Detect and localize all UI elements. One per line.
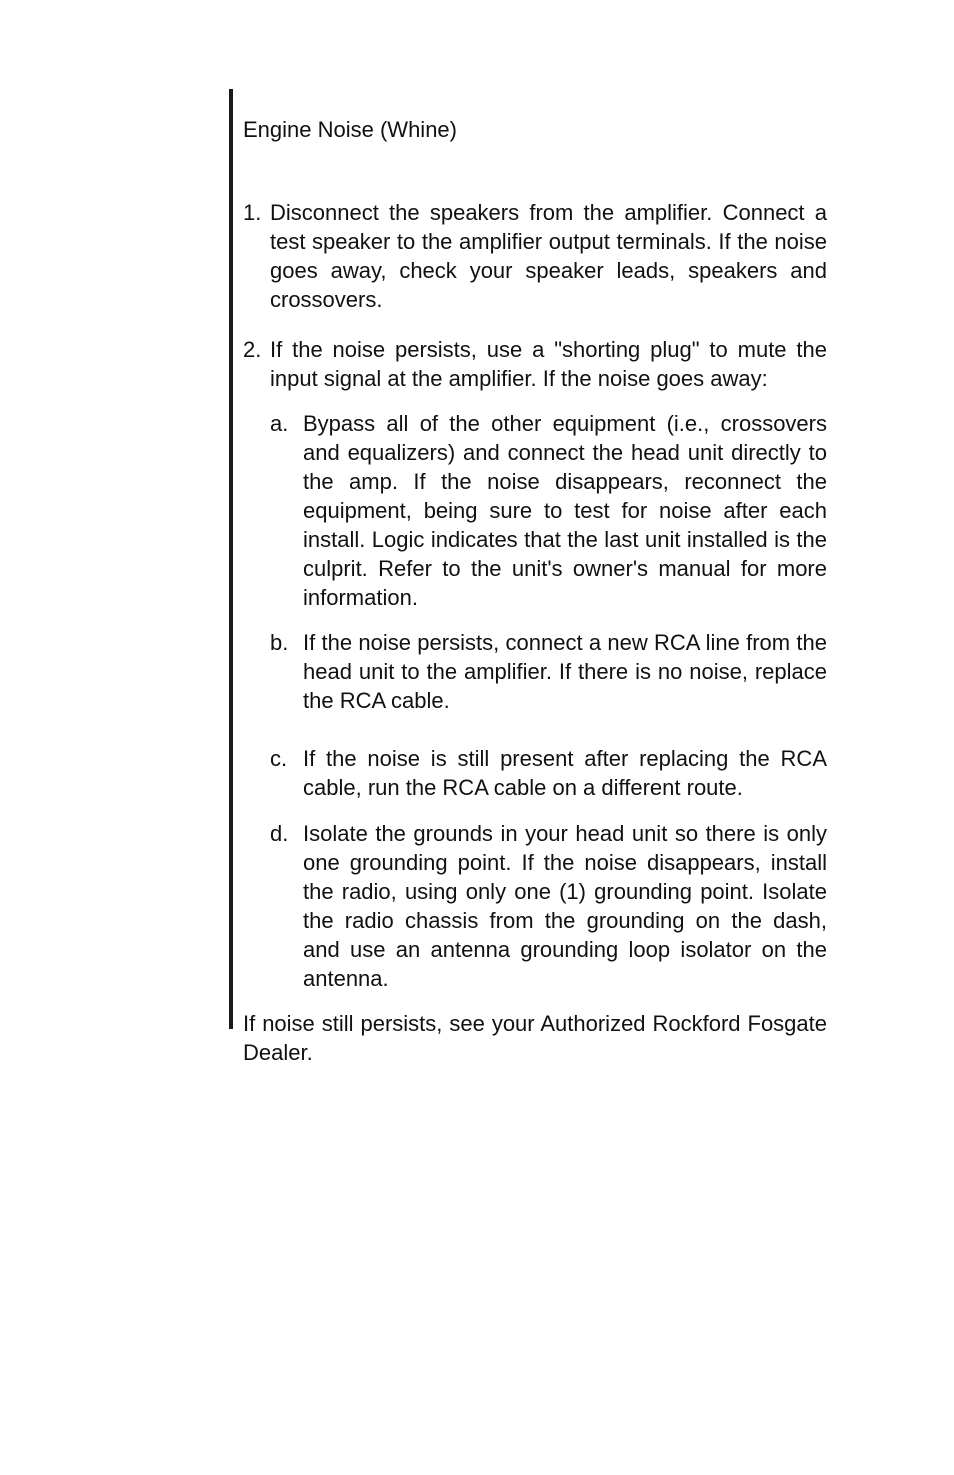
step-1 <box>243 198 827 314</box>
step-text: If the noise persists, use a "shorting plug" to mute the input signal at the amplifier. If the noise goes away: <box>270 337 827 391</box>
substep-text: If the noise persists, connect a new RCA line from the head unit to the amplifier. If there is no noise, replace the RCA cable. <box>303 630 827 713</box>
substep-letter: a. <box>270 411 289 436</box>
closing-note: If noise still persists, see your Authorized Rockford Fosgate Dealer. <box>243 1011 827 1065</box>
step-number: 1. <box>243 200 262 225</box>
step-2 <box>243 335 827 393</box>
substep-text: Bypass all of the other equipment (i.e., crossovers and equalizers) and connect the head unit directly to the amp. If the noise disappears, reconnect the equipment, being sure to test for noise after each install. Logic indicates that the last unit installed is the culprit. Refer to the unit's owner's manual for more information. <box>303 411 827 610</box>
step-text: Disconnect the speakers from the amplifier. Connect a test speaker to the amplifier output terminals. If the noise goes away, check your speaker leads, speakers and crossovers. <box>270 200 827 312</box>
substep-letter: c. <box>270 746 288 771</box>
substep-text: Isolate the grounds in your head unit so there is only one grounding point. If the noise disappears, install the radio, using only one (1) grounding point. Isolate the radio chassis from the grounding on the dash, and use an antenna grounding loop isolator on the antenna. <box>303 821 827 991</box>
substep-b <box>243 628 827 715</box>
substep-c <box>243 744 827 802</box>
substep-letter: b. <box>270 630 289 655</box>
substep-d <box>243 819 827 993</box>
change-bar <box>229 89 233 1029</box>
document-body <box>243 112 827 1067</box>
section-title: Engine Noise (Whine) <box>243 117 457 142</box>
substep-a <box>243 409 827 612</box>
substep-letter: d. <box>270 821 289 846</box>
substep-text: If the noise is still present after replacing the RCA cable, run the RCA cable on a different route. <box>303 746 827 800</box>
step-number: 2. <box>243 337 262 362</box>
